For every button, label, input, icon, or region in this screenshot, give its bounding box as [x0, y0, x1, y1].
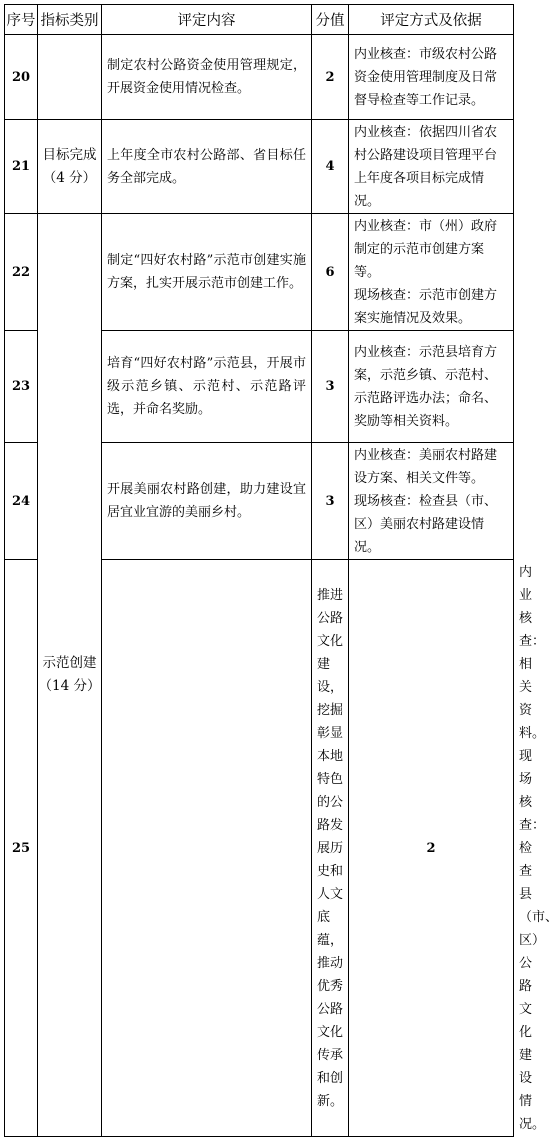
row-method [349, 443, 514, 560]
table-row: 25 推进公路文化建设，挖掘彰显本地特色的公路发展历史和人文底蕴，推动优秀公路文化传承和创新。 2 内业核查：相关资料。 现场核查：检查县（市、区）公路文化建设情况。 [5, 560, 514, 1137]
row-method [349, 214, 514, 331]
header-method: 评定方式及依据 [349, 5, 514, 35]
row-content: 上年度全市农村公路部、省目标任务全部完成。 [102, 120, 312, 214]
table-row [5, 214, 514, 331]
category-cell-demo [38, 214, 102, 1137]
method-onsite: 现场核查：检查县（市、区）美丽农村路建设情况。 [354, 494, 498, 555]
row-number: 21 [5, 120, 38, 214]
table-row [5, 120, 514, 214]
row-content: 推进公路文化建设，挖掘彰显本地特色的公路发展历史和人文底蕴，推动优秀公路文化传承和创新。 [312, 560, 349, 1137]
category-score: （14 分） [38, 678, 101, 694]
category-label: 目标完成 [42, 146, 97, 163]
row-score: 6 [312, 214, 349, 331]
method-onsite: 现场核查：示范市创建方案实施情况及效果。 [354, 288, 498, 326]
category-label: 示范创建 [42, 655, 97, 671]
table-row [5, 35, 514, 120]
row-method: 内业核查：依据四川省农村公路建设项目管理平台上年度各项目标完成情况。 [349, 120, 514, 214]
method-internal: 内业核查：美丽农村路建设方案、相关文件等。 [354, 448, 498, 486]
row-content: 制定“四好农村路”示范市创建实施方案，扎实开展示范市创建工作。 [102, 214, 312, 331]
row-score: 4 [312, 120, 349, 214]
category-cell-target [38, 120, 102, 214]
header-category: 指标类别 [38, 5, 102, 35]
evaluation-table-page [4, 4, 558, 1132]
category-cell-empty [38, 35, 102, 120]
row-number: 24 [5, 443, 38, 560]
header-index: 序号 [5, 5, 38, 35]
row-number: 23 [5, 331, 38, 443]
row-number: 25 [5, 560, 38, 1137]
row-score: 3 [312, 443, 349, 560]
row-score: 3 [312, 331, 349, 443]
evaluation-table [4, 4, 558, 1137]
row-score: 2 [312, 35, 349, 120]
method-internal: 内业核查：市（州）政府制定的示范市创建方案等。 [354, 219, 498, 280]
row-method: 内业核查：示范县培育方案，示范乡镇、示范村、示范路评选办法；命名、奖励等相关资料。 [349, 331, 514, 443]
header-row [5, 5, 514, 35]
header-score: 分值 [312, 5, 349, 35]
row-method: 内业核查：市级农村公路资金使用管理制度及日常督导检查等工作记录。 [349, 35, 514, 120]
row-content: 开展美丽农村路创建，助力建设宜居宜业宜游的美丽乡村。 [102, 443, 312, 560]
row-content: 制定农村公路资金使用管理规定，开展资金使用情况检查。 [102, 35, 312, 120]
category-score: （4 分） [42, 169, 97, 186]
row-number: 20 [5, 35, 38, 120]
header-content: 评定内容 [102, 5, 312, 35]
row-content: 培育“四好农村路”示范县，开展市级示范乡镇、示范村、示范路评选，并命名奖励。 [102, 331, 312, 443]
row-number: 22 [5, 214, 38, 331]
category-cell-empty [102, 560, 312, 1137]
row-score: 2 [349, 560, 514, 1137]
